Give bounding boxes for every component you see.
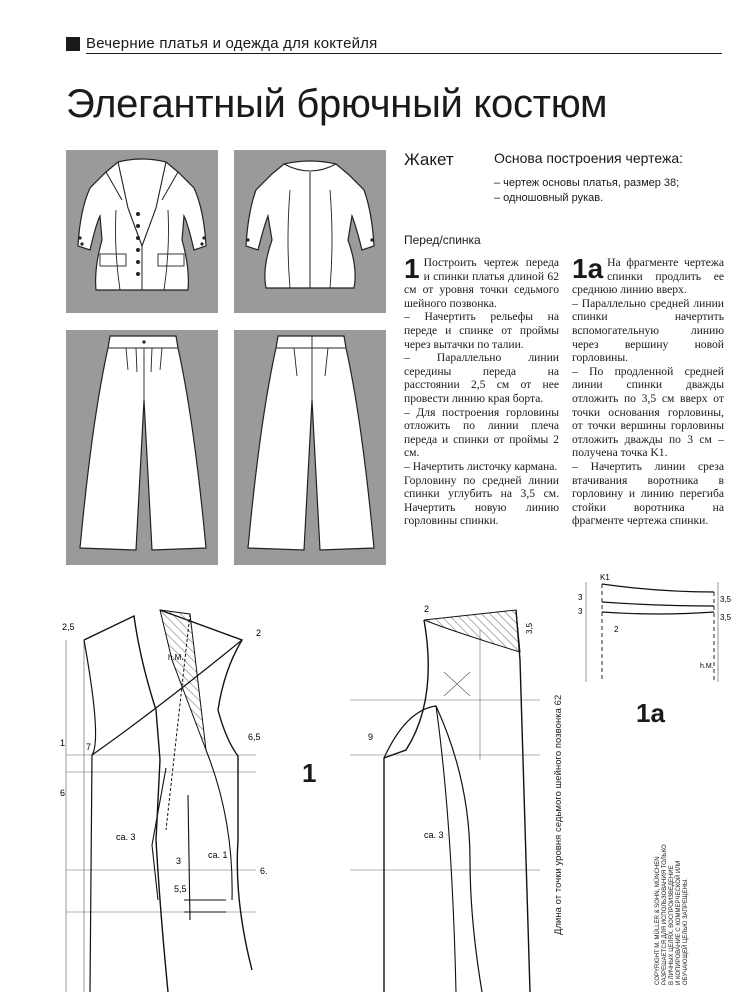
- label-2: 2: [256, 628, 262, 638]
- section-marker: [66, 37, 80, 51]
- paragraph: Горловину по средней линии спинки углубить на 3,5 см. Начертить новую линию горловины спинки.: [404, 473, 559, 528]
- label-7: 7: [86, 742, 92, 752]
- label-2: 2: [614, 625, 619, 634]
- label-k1: K1: [600, 573, 610, 582]
- paragraph: 1a На фрагменте чертежа спинки продлить ее среднюю линию вверх.: [572, 253, 724, 297]
- basis-item: – чертеж основы платья, размер 38;: [494, 177, 680, 189]
- pants-back-sketch: [234, 330, 386, 565]
- back-pattern-draft: [340, 600, 555, 992]
- paragraph: 1 Построить чертеж переда и спинки платья длиной 62 см от уровня точки седьмого шейного позвонка.: [404, 253, 559, 310]
- paragraph: – Начертить линии среза втачивания воротника в горловину и линию перегиба стойки воротника на фрагменте чертежа спинки.: [572, 459, 724, 528]
- label-6-dot: 6.: [260, 866, 268, 876]
- section-header: [66, 34, 722, 54]
- basis-heading: Основа построения чертежа:: [494, 150, 684, 166]
- label-hm: h.M.: [700, 663, 714, 670]
- label-2: 2: [424, 604, 430, 614]
- front-pattern-draft: [56, 600, 286, 992]
- paragraph: – Начертить рельефы на переде и спинке от проймы через вытачки по талии.: [404, 310, 559, 351]
- basis-item: – одношовный рукав.: [494, 192, 604, 204]
- label-hm: h.M.: [168, 653, 184, 662]
- label-5-5: 5,5: [174, 884, 187, 894]
- length-note: Длина от точки уровня седьмого шейного позвонка 62: [552, 694, 563, 935]
- label-ca1: ca. 1: [208, 850, 228, 860]
- label-3: 3: [578, 607, 583, 616]
- step-number: 1: [404, 253, 420, 284]
- subheading: Перед/спинка: [404, 233, 481, 247]
- pants-front-sketch: [66, 330, 218, 565]
- jacket-back-sketch: [234, 150, 386, 313]
- paragraph: – Начертить листочку кармана.: [404, 459, 558, 473]
- label-offset: 2,5: [62, 622, 75, 632]
- label-1: 1: [60, 738, 66, 748]
- label-3-5: 3,5: [720, 595, 732, 604]
- label-ca3: ca. 3: [424, 830, 444, 840]
- paragraph: – Параллельно средней линии спинки начертить вспомогательную линию через вершину новой горловины.: [572, 296, 724, 365]
- label-3-5: 3,5: [525, 622, 534, 634]
- figure-label: 1a: [636, 698, 665, 728]
- label-9: 9: [368, 732, 374, 742]
- copyright-note: COPYRIGHT M. MÜLLER & SOHN, MÜNCHEN РАЗРЕШАЕТСЯ ДЛЯ ИСПОЛЬЗОВАНИЯ ТОЛЬКО В ЛИЧНЫХ ЦЕЛЯХ. ВОСПРОИЗВЕДЕНИЕ И КОПИРОВАНИЕ С КОММЕРЧЕСКОЙ ИЛИ ОБУЧАЮЩЕЙ ЦЕЛЬЮ ЗАПРЕЩЕНЫ.: [655, 844, 689, 985]
- label-3: 3: [578, 593, 583, 602]
- jacket-front-sketch: [66, 150, 218, 313]
- step-1a-text: [572, 253, 724, 528]
- label-6-5: 6,5: [248, 732, 261, 742]
- item-name: Жакет: [404, 150, 454, 169]
- paragraph: – Параллельно линии середины переда на расстоянии 2,5 см от нее провести линию края борта.: [404, 351, 559, 405]
- page-title: Элегантный брючный костюм: [66, 82, 608, 126]
- header-rule: [86, 53, 722, 54]
- collar-fragment-draft: [578, 572, 732, 692]
- step-number: 1a: [572, 253, 604, 284]
- label-3-5: 3,5: [720, 613, 732, 622]
- paragraph: – По продленной средней линии спинки дважды отложить по 3,5 см вверх от точки основания горловины, от точки вершины горловины отложить дважды по 3 см – получена точка K1.: [572, 364, 724, 460]
- section-title: Вечерние платья и одежда для коктейля: [86, 35, 378, 52]
- figure-label: 1: [302, 758, 317, 788]
- label-3: 3: [176, 856, 182, 866]
- label-6: 6: [60, 788, 66, 798]
- label-ca3: ca. 3: [116, 832, 136, 842]
- paragraph: – Для построения горловины отложить по линии плеча переда и спинки от проймы 2 см.: [404, 405, 559, 460]
- step-1-text: [404, 253, 559, 528]
